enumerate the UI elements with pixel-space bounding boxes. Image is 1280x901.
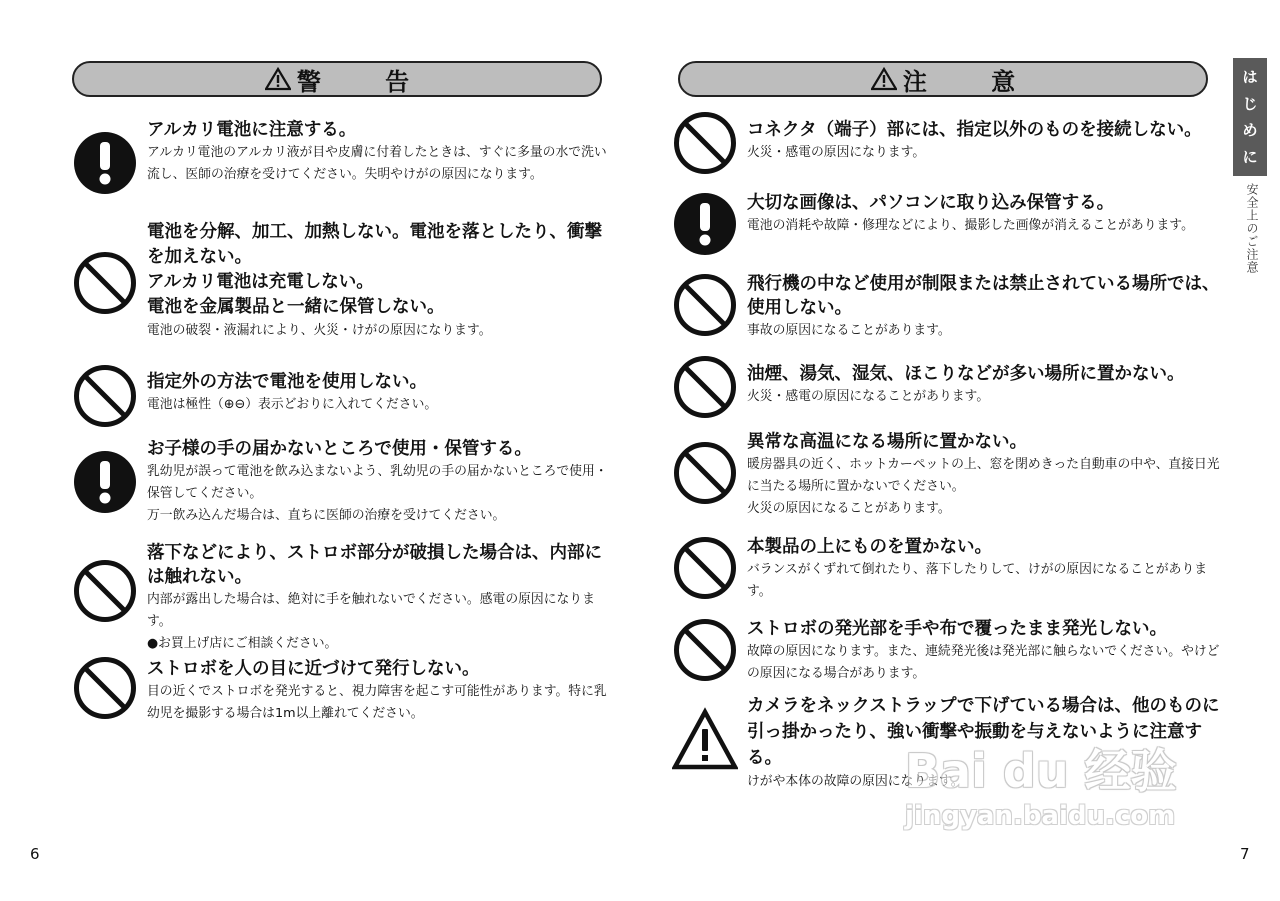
caution-title: 注 意 xyxy=(902,67,1044,96)
item-body: けがや本体の故障の原因になります。 xyxy=(747,774,964,789)
prohibition-icon xyxy=(672,535,738,601)
prohibition-icon xyxy=(672,617,738,683)
warning-banner xyxy=(72,61,602,97)
prohibition-icon xyxy=(72,655,138,721)
item-body: 電池は極性（⊕⊖）表示どおりに入れてください。 xyxy=(147,397,438,412)
item-heading: 大切な画像は、パソコンに取り込み保管する。 xyxy=(747,193,1115,213)
mandatory-icon xyxy=(72,130,138,196)
item-heading: 電池を分解、加工、加熱しない。電池を落としたり、衝撃を加えない。 アルカリ電池は充電しない。 電池を金属製品と一緒に保管しない。 xyxy=(147,222,602,317)
page-number: 6 xyxy=(30,845,40,863)
watermark-logo: Bai du 经验 xyxy=(905,744,1177,798)
tab-char: じ xyxy=(1242,94,1258,113)
section-tab xyxy=(1233,58,1267,176)
tab-char: め xyxy=(1242,121,1258,140)
item-heading: アルカリ電池に注意する。 xyxy=(147,120,357,140)
item-heading: コネクタ（端子）部には、指定以外のものを接続しない。 xyxy=(747,120,1202,140)
warning-title: 警 告 xyxy=(296,67,438,96)
item-body: 暖房器具の近く、ホットカーペットの上、窓を閉めきった自動車の中や、直接日光に当たる場所に置かないでください。 xyxy=(747,457,1220,494)
item-body: バランスがくずれて倒れたり、落下したりして、けがの原因になることがあります。 xyxy=(747,562,1208,599)
watermark-url: jingyan.baidu.com xyxy=(905,801,1176,831)
item-body: 火災の原因になることがあります。 xyxy=(747,501,951,516)
prohibition-icon xyxy=(672,440,738,506)
item-body: 電池の消耗や故障・修理などにより、撮影した画像が消えることがあります。 xyxy=(747,218,1194,233)
item-body: 事故の原因になることがあります。 xyxy=(747,323,951,338)
prohibition-icon xyxy=(72,363,138,429)
page-number: 7 xyxy=(1240,845,1250,863)
item-heading: 異常な高温になる場所に置かない。 xyxy=(747,432,1027,452)
caution-icon xyxy=(672,707,738,773)
item-body: 目の近くでストロボを発光すると、視力障害を起こす可能性があります。特に乳幼児を撮影する場合は1m以上離れてください。 xyxy=(147,684,607,721)
item-heading: ストロボの発光部を手や布で覆ったまま発光しない。 xyxy=(747,619,1167,639)
item-heading: 落下などにより、ストロボ部分が破損した場合は、内部には触れない。 xyxy=(147,543,602,587)
warning-triangle-icon xyxy=(265,67,291,91)
warning-triangle-icon xyxy=(871,67,897,91)
prohibition-icon xyxy=(72,250,138,316)
prohibition-icon xyxy=(672,354,738,420)
item-heading: 飛行機の中など使用が制限または禁止されている場所では、使用しない。 xyxy=(747,274,1220,318)
right-page xyxy=(640,0,1280,901)
item-body: 内部が露出した場合は、絶対に手を触れないでください。感電の原因になります。 xyxy=(147,592,595,629)
item-heading: 油煙、湯気、湿気、ほこりなどが多い場所に置かない。 xyxy=(747,364,1185,384)
item-heading: 本製品の上にものを置かない。 xyxy=(747,537,992,557)
item-body: 故障の原因になります。また、連続発光後は発光部に触らないでください。やけどの原因になる場合があります。 xyxy=(747,644,1220,681)
prohibition-icon xyxy=(72,558,138,624)
item-body: ●お買上げ店にご相談ください。 xyxy=(147,636,338,651)
mandatory-icon xyxy=(672,191,738,257)
item-heading: ストロボを人の目に近づけて発行しない。 xyxy=(147,659,480,679)
item-body: 火災・感電の原因になります。 xyxy=(747,145,926,160)
caution-banner xyxy=(678,61,1208,97)
item-body: 火災・感電の原因になることがあります。 xyxy=(747,389,990,404)
section-label: 安全上のご注意 xyxy=(1245,183,1259,274)
item-body: 乳幼児が誤って電池を飲み込まないよう、乳幼児の手の届かないところで使用・保管してください。 xyxy=(147,464,608,501)
item-body: アルカリ電池のアルカリ液が目や皮膚に付着したときは、すぐに多量の水で洗い流し、医師の治療を受けてください。失明やけがの原因になります。 xyxy=(147,145,607,182)
tab-char: に xyxy=(1242,147,1258,166)
prohibition-icon xyxy=(672,272,738,338)
prohibition-icon xyxy=(672,110,738,176)
mandatory-icon xyxy=(72,449,138,515)
item-body: 電池の破裂・液漏れにより、火災・けがの原因になります。 xyxy=(147,323,492,338)
tab-char: は xyxy=(1242,68,1258,87)
item-heading: カメラをネックストラップで下げている場合は、他のものに引っ掛かったり、強い衝撃や振動を与えないように注意する。 xyxy=(747,696,1220,768)
item-heading: 指定外の方法で電池を使用しない。 xyxy=(147,372,427,392)
item-body: 万一飲み込んだ場合は、直ちに医師の治療を受けてください。 xyxy=(147,508,506,523)
item-heading: お子様の手の届かないところで使用・保管する。 xyxy=(147,439,532,459)
